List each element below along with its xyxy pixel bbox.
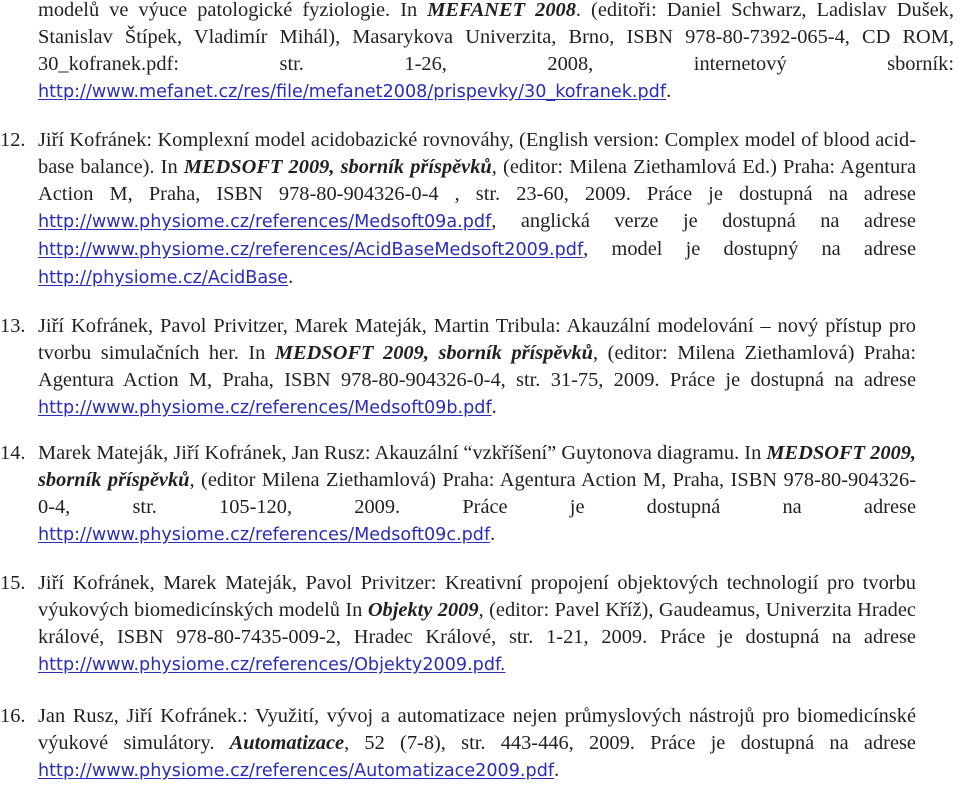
text: , (editor: Pavel Kříž), Gaudeamus, Univerzita Hradec králové, ISBN 978-80-7435-009-2, Hradec Králové, str. 1-21, 2009. Práce je dostupná na adrese: [38, 599, 916, 648]
proceedings-title: MEDSOFT 2009, sborník příspěvků: [183, 156, 492, 178]
text: , (editor: Milena Ziethamlová Ed.) Praha: Agentura Action M, Praha, ISBN 978-80-904326-0-4 , str. 23-60, 2009. Práce je dostupná na adrese: [38, 156, 916, 205]
text: modelů ve výuce patologické fyziologie. In: [38, 0, 428, 21]
reference-16: [0, 703, 916, 785]
reference-link[interactable]: http://www.physiome.cz/references/Medsoft09a.pdf: [38, 212, 492, 232]
text: .: [554, 759, 560, 781]
reference-12: [0, 127, 916, 292]
proceedings-title: MEDSOFT 2009, sborník příspěvků: [274, 342, 594, 364]
text: , anglická verze je dostupná na adrese: [491, 210, 916, 232]
proceedings-title: MEDSOFT 2009, sborník příspěvků: [38, 442, 916, 491]
text: , 52 (7-8), str. 443-446, 2009. Práce je dostupná na adrese: [344, 732, 916, 754]
publication-title: Objekty 2009: [367, 599, 479, 621]
text: Jiří Kofránek, Pavol Privitzer, Marek Mateják, Martin Tribula: Akauzální modelování – nový přístup pro tvorbu simulačních her. In: [38, 315, 916, 364]
reference-11-continuation: [38, 0, 954, 106]
reference-13: [0, 313, 916, 422]
text: .: [490, 523, 496, 545]
text: , (editor Milena Ziethamlová) Praha: Agentura Action M, Praha, ISBN 978-80-904326-0-4, str. 105-120, 2009. Práce je dostupná na adrese: [38, 469, 916, 518]
text: , (editor: Milena Ziethamlová) Praha: Agentura Action M, Praha, ISBN 978-80-904326-0-4, str. 31-75, 2009. Práce je dostupná na adrese: [38, 342, 916, 391]
text: Marek Mateják, Jiří Kofránek, Jan Rusz: Akauzální “vzkříšení” Guytonova diagramu. In: [38, 442, 767, 464]
reference-number: 14.: [0, 442, 26, 464]
conference-title: MEFANET 2008: [427, 0, 576, 21]
reference-link[interactable]: http://www.physiome.cz/references/Medsoft09b.pdf: [38, 398, 492, 418]
reference-link[interactable]: http://www.physiome.cz/references/Medsoft09c.pdf: [38, 525, 491, 545]
text: Jiří Kofránek: Komplexní model acidobazické rovnováhy, (English version: Complex model of blood acid-base balance). In: [38, 129, 916, 178]
reference-number: 12.: [0, 129, 26, 151]
journal-title: Automatizace: [229, 732, 345, 754]
reference-14: [0, 440, 916, 549]
text: Jiří Kofránek, Marek Mateják, Pavol Privitzer: Kreativní propojení objektových technologií pro tvorbu výukových biomedicínských modelů In: [38, 572, 916, 621]
reference-15: [0, 570, 916, 679]
text: , model je dostupný na adrese: [583, 238, 916, 260]
reference-link[interactable]: http://www.physiome.cz/references/Automatizace2009.pdf: [38, 761, 555, 781]
text: Jan Rusz, Jiří Kofránek.: Využití, vývoj a automatizace nejen průmyslových nástrojů pro biomedicínské výukové simulátory.: [38, 705, 916, 754]
reference-number: 16.: [0, 705, 26, 727]
reference-number: 15.: [0, 572, 26, 594]
reference-link[interactable]: http://www.physiome.cz/references/AcidBaseMedsoft2009.pdf: [38, 240, 584, 260]
reference-link[interactable]: http://physiome.cz/AcidBase: [38, 268, 289, 288]
text: .: [491, 396, 497, 418]
text: .: [666, 80, 672, 102]
text: . (editoři: Daniel Schwarz, Ladislav Dušek, Stanislav Štípek, Vladimír Mihál), Masarykova Univerzita, Brno, ISBN 978-80-7392-065-4, CD ROM, 30_kofranek.pdf: str. 1-26, 2008, internetový sborník:: [38, 0, 954, 75]
reference-link[interactable]: http://www.mefanet.cz/res/file/mefanet2008/prispevky/30_kofranek.pdf: [38, 82, 667, 102]
text: .: [288, 266, 294, 288]
reference-link[interactable]: http://www.physiome.cz/references/Objekty2009.pdf.: [38, 655, 506, 675]
reference-number: 13.: [0, 315, 26, 337]
